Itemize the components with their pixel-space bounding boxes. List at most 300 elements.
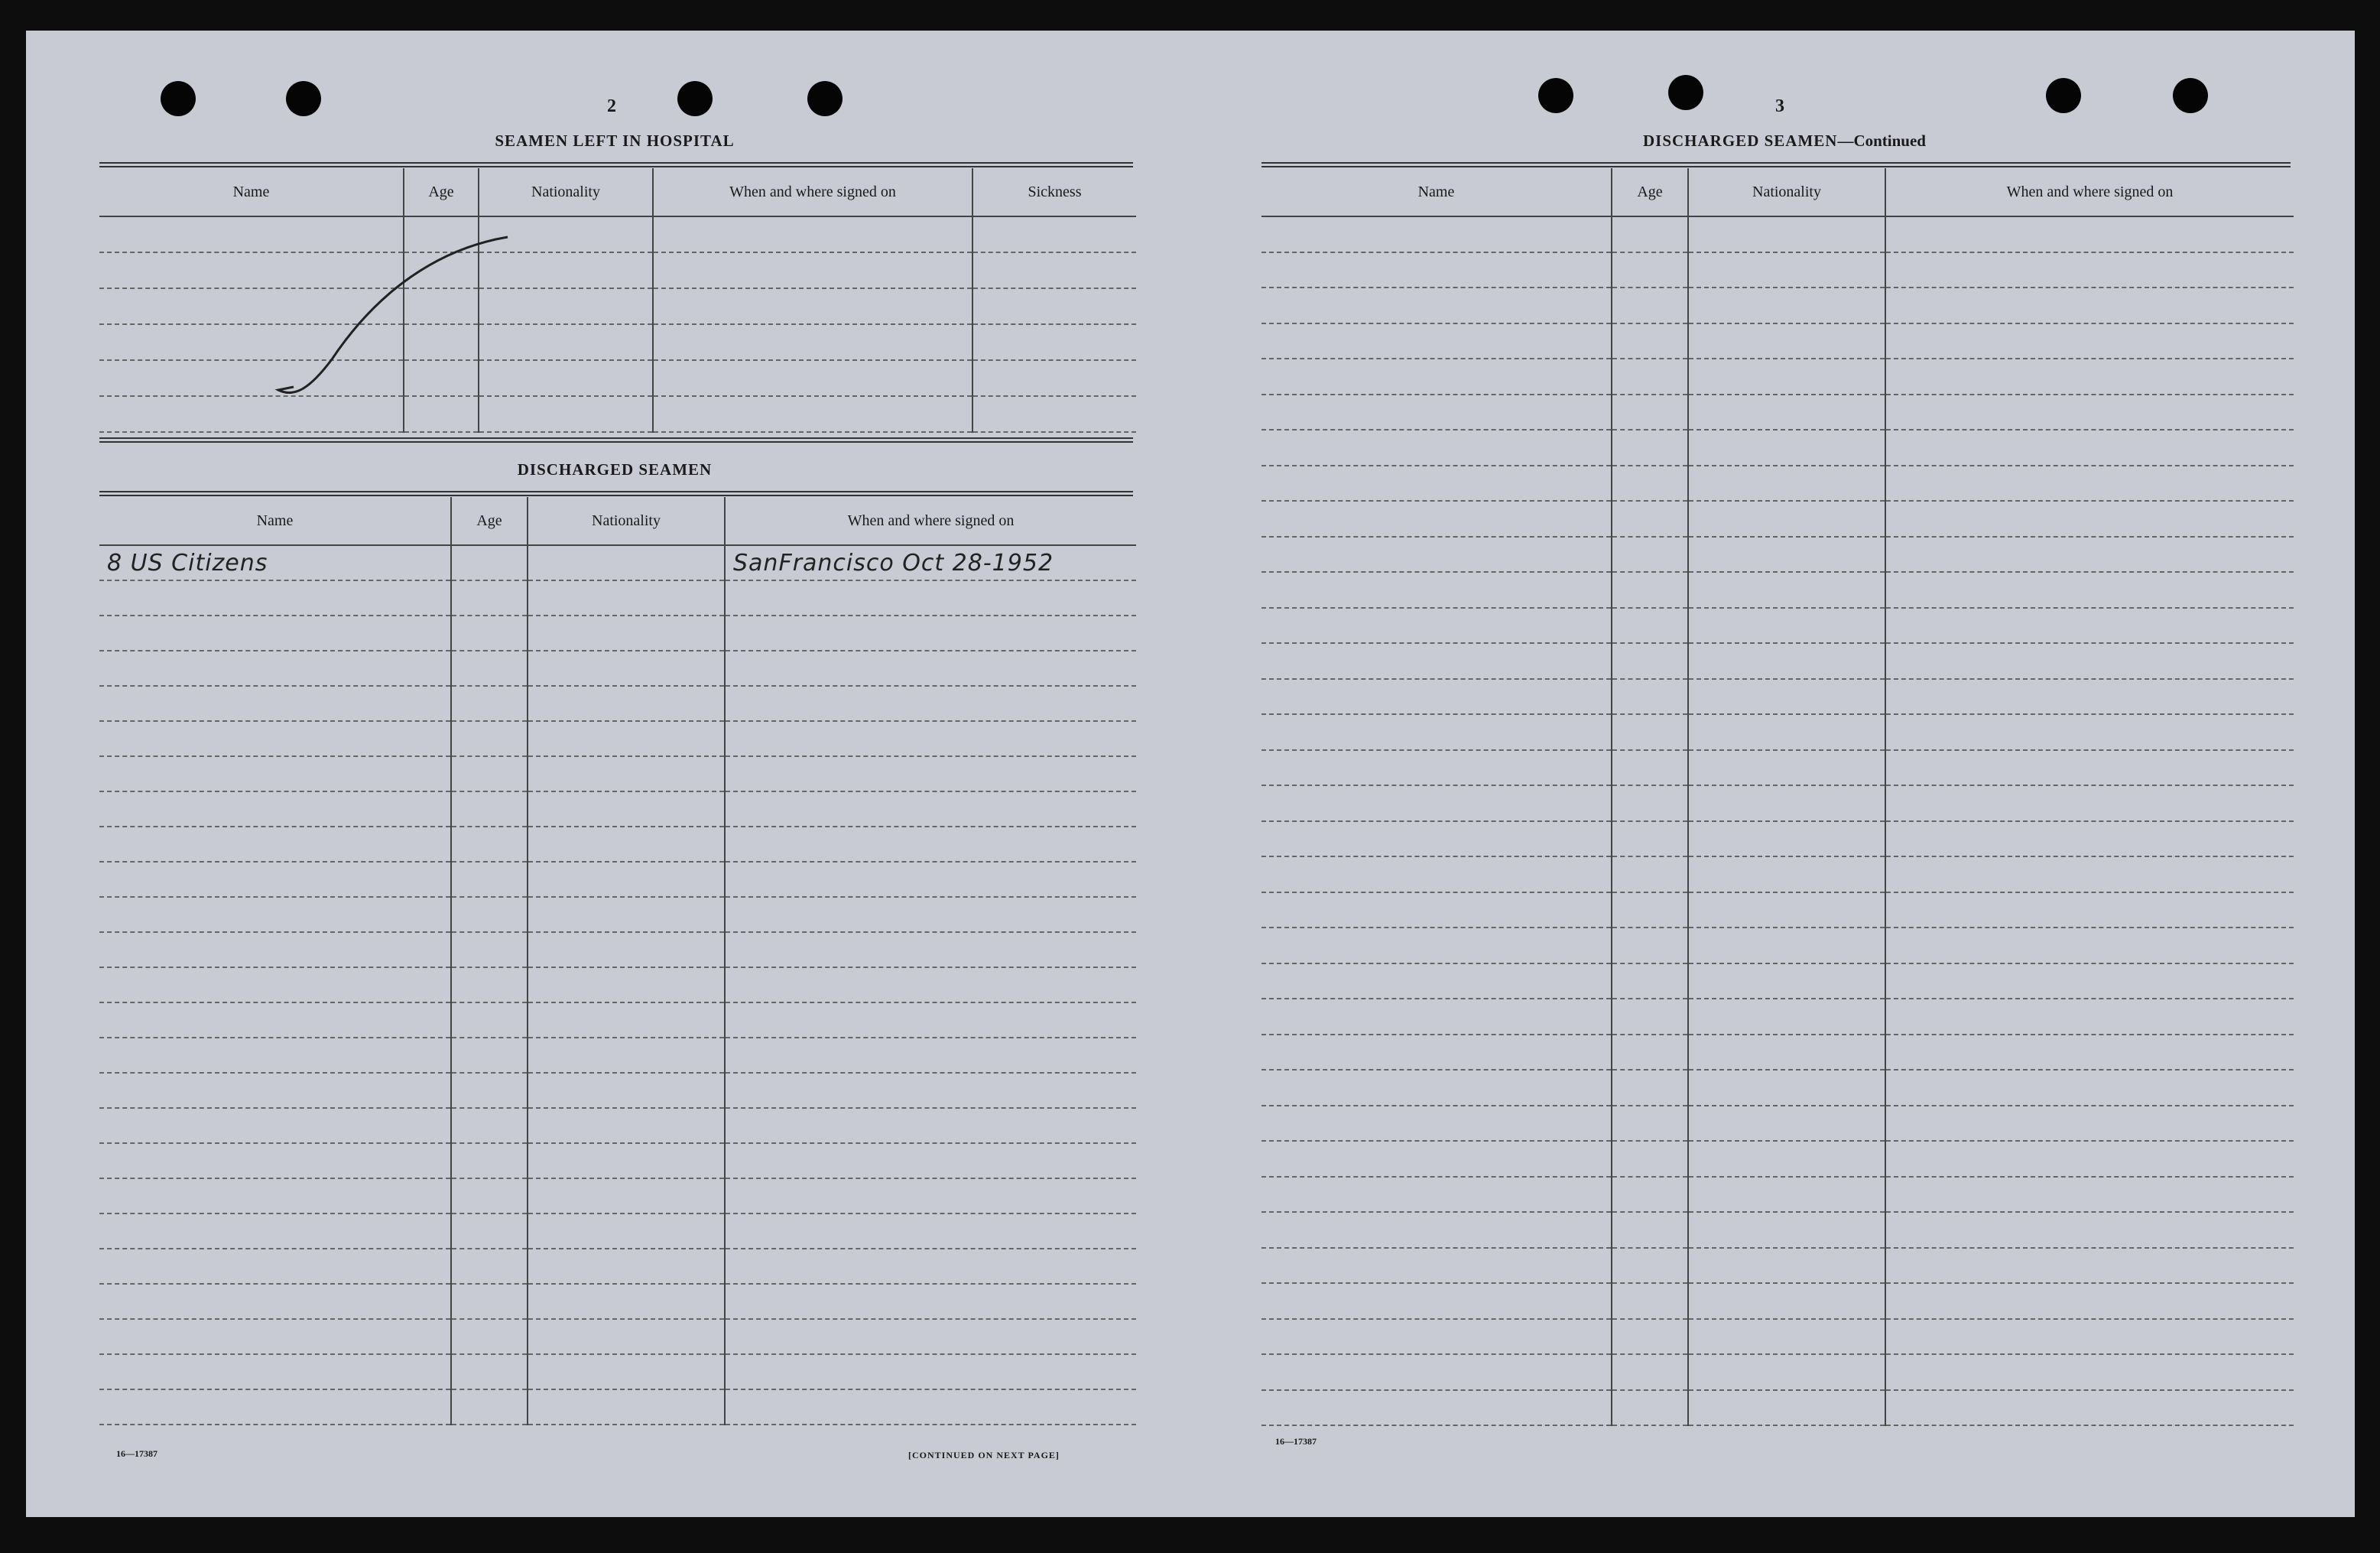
section-rule [99, 437, 1133, 443]
table-cell [99, 616, 451, 651]
table-cell [1612, 323, 1688, 359]
handwritten-name: 8 US Citizens [107, 549, 268, 577]
table-cell [1885, 714, 2294, 750]
table-row [1261, 714, 2294, 750]
table-row [1261, 679, 2294, 715]
table-cell [1612, 679, 1688, 715]
page-number-left: 2 [607, 96, 616, 116]
title-rule [99, 162, 1133, 167]
table-cell [1688, 572, 1885, 608]
table-cell [1261, 1177, 1612, 1213]
document-sheet [26, 31, 2355, 1517]
table-cell [725, 616, 1136, 651]
table-cell [99, 862, 451, 897]
table-cell [1885, 963, 2294, 999]
table-cell [1261, 679, 1612, 715]
table-cell [725, 897, 1136, 932]
table-cell [1688, 501, 1885, 537]
table-row [99, 580, 1136, 616]
table-cell [1688, 963, 1885, 999]
col-header-nationality: Nationality [528, 497, 725, 545]
table-cell [725, 1108, 1136, 1143]
table-cell [1885, 1283, 2294, 1319]
table-cell [1885, 537, 2294, 573]
table-cell [1885, 608, 2294, 644]
table-cell [1261, 216, 1612, 252]
table-row [1261, 359, 2294, 395]
punch-hole [1668, 75, 1703, 110]
table-row [1261, 1177, 2294, 1213]
table-cell [451, 1143, 528, 1178]
table-cell [1261, 999, 1612, 1035]
table-cell [1612, 999, 1688, 1035]
table-cell [725, 1319, 1136, 1354]
table-cell [1612, 856, 1688, 892]
table-cell [1612, 572, 1688, 608]
table-cell [1612, 643, 1688, 679]
table-cell [725, 1284, 1136, 1319]
table-cell [1261, 821, 1612, 857]
table-cell [653, 324, 972, 360]
table-cell [1612, 537, 1688, 573]
table-cell [528, 1108, 725, 1143]
table-cell [99, 1002, 451, 1038]
table-row [1261, 785, 2294, 821]
table-cell [1688, 1248, 1885, 1284]
continued-note: [CONTINUED ON NEXT PAGE] [908, 1450, 1060, 1460]
table-cell [1885, 466, 2294, 502]
table-row [1261, 1070, 2294, 1106]
table-cell [1885, 572, 2294, 608]
entry-age [451, 545, 528, 580]
table-cell [1688, 1035, 1885, 1071]
table-cell [653, 360, 972, 396]
form-code-left: 16—17387 [116, 1448, 157, 1459]
table-cell [1688, 608, 1885, 644]
table-cell [99, 1038, 451, 1073]
table-cell [99, 827, 451, 862]
discharged-section-title: DISCHARGED SEAMEN [517, 460, 713, 479]
table-cell [99, 721, 451, 756]
table-row [99, 545, 1136, 580]
table-row [1261, 572, 2294, 608]
title-continued: —Continued [1837, 132, 1926, 150]
table-row [1261, 430, 2294, 466]
table-cell [1688, 785, 1885, 821]
table-cell [1885, 892, 2294, 928]
table-cell [1885, 1177, 2294, 1213]
table-cell [99, 897, 451, 932]
table-cell [99, 1108, 451, 1143]
table-cell [1688, 252, 1885, 288]
table-cell [1885, 323, 2294, 359]
table-row [99, 686, 1136, 721]
table-cell [451, 1178, 528, 1213]
table-cell [528, 1178, 725, 1213]
table-cell [653, 216, 972, 252]
table-row [1261, 856, 2294, 892]
col-header-name: Name [1261, 168, 1612, 216]
discharged-continued-table [1261, 168, 2294, 1426]
table-row [99, 827, 1136, 862]
table-cell [1261, 1035, 1612, 1071]
table-cell [1885, 501, 2294, 537]
table-cell [528, 580, 725, 616]
page-number-right: 3 [1775, 96, 1784, 116]
table-cell [528, 827, 725, 862]
table-row [99, 862, 1136, 897]
table-cell [528, 1249, 725, 1284]
punch-hole [161, 81, 196, 116]
table-cell [725, 651, 1136, 686]
table-cell [725, 791, 1136, 827]
table-row [1261, 1354, 2294, 1390]
table-cell [725, 862, 1136, 897]
table-cell [1612, 1390, 1688, 1426]
table-row [99, 616, 1136, 651]
table-cell [725, 1073, 1136, 1108]
table-cell [1612, 430, 1688, 466]
table-cell [1612, 1354, 1688, 1390]
table-cell [1261, 1354, 1612, 1390]
table-cell [1612, 1248, 1688, 1284]
table-row [1261, 821, 2294, 857]
title-rule [1261, 162, 2291, 167]
table-cell [1885, 1354, 2294, 1390]
table-cell [528, 791, 725, 827]
cancel-stroke [248, 206, 523, 405]
table-cell [1612, 1283, 1688, 1319]
table-cell [99, 967, 451, 1002]
hospital-section-title: SEAMEN LEFT IN HOSPITAL [495, 132, 735, 150]
table-cell [99, 686, 451, 721]
table-cell [1688, 1106, 1885, 1142]
table-cell [451, 967, 528, 1002]
table-cell [1261, 892, 1612, 928]
table-cell [528, 1038, 725, 1073]
table-cell [725, 686, 1136, 721]
table-cell [725, 1213, 1136, 1249]
table-cell [653, 252, 972, 288]
table-cell [1885, 1141, 2294, 1177]
table-cell [725, 1002, 1136, 1038]
table-row [99, 1178, 1136, 1213]
punch-hole [677, 81, 713, 116]
table-cell [99, 1319, 451, 1354]
table-cell [725, 580, 1136, 616]
table-cell [528, 862, 725, 897]
table-row [1261, 1248, 2294, 1284]
table-cell [99, 1143, 451, 1178]
table-cell [1261, 1248, 1612, 1284]
table-cell [528, 1073, 725, 1108]
table-cell [451, 1002, 528, 1038]
table-cell [451, 897, 528, 932]
table-cell [725, 932, 1136, 967]
table-cell [725, 756, 1136, 791]
table-cell [99, 1249, 451, 1284]
table-row [1261, 395, 2294, 430]
table-row [1261, 750, 2294, 786]
table-cell [528, 897, 725, 932]
table-row [1261, 1035, 2294, 1071]
table-cell [1612, 928, 1688, 963]
table-cell [725, 1389, 1136, 1425]
table-cell [1261, 537, 1612, 573]
table-cell [1885, 1319, 2294, 1355]
table-cell [972, 324, 1136, 360]
table-cell [1261, 608, 1612, 644]
table-cell [451, 1249, 528, 1284]
table-cell [1885, 750, 2294, 786]
table-cell [1612, 714, 1688, 750]
table-row [1261, 928, 2294, 963]
table-cell [528, 1319, 725, 1354]
title-main: DISCHARGED SEAMEN [1643, 132, 1838, 150]
table-row [1261, 216, 2294, 252]
table-cell [99, 580, 451, 616]
col-header-age: Age [1612, 168, 1688, 216]
table-row [99, 1389, 1136, 1425]
table-cell [528, 616, 725, 651]
table-row [1261, 501, 2294, 537]
table-cell [1261, 501, 1612, 537]
table-cell [99, 932, 451, 967]
table-cell [1688, 750, 1885, 786]
table-cell [1612, 1319, 1688, 1355]
table-cell [1688, 1354, 1885, 1390]
table-cell [1885, 359, 2294, 395]
table-cell [1885, 1035, 2294, 1071]
table-cell [1261, 323, 1612, 359]
table-cell [1612, 288, 1688, 323]
table-row [99, 1038, 1136, 1073]
table-cell [451, 1038, 528, 1073]
table-cell [1688, 430, 1885, 466]
table-cell [1885, 856, 2294, 892]
table-cell [99, 651, 451, 686]
table-cell [1688, 1319, 1885, 1355]
title-rule [99, 491, 1133, 496]
table-cell [1688, 1177, 1885, 1213]
col-header-age: Age [451, 497, 528, 545]
table-cell [1688, 1212, 1885, 1248]
table-cell [528, 686, 725, 721]
table-cell [725, 1249, 1136, 1284]
punch-hole [2173, 78, 2208, 113]
table-cell [1612, 750, 1688, 786]
table-cell [1688, 1141, 1885, 1177]
table-cell [451, 827, 528, 862]
table-cell [1261, 963, 1612, 999]
table-cell [653, 288, 972, 324]
table-row [1261, 1106, 2294, 1142]
col-header-signed-on: When and where signed on [1885, 168, 2294, 216]
table-cell [451, 791, 528, 827]
table-cell [972, 252, 1136, 288]
entry-name [99, 545, 451, 580]
table-row [1261, 466, 2294, 502]
table-cell [972, 360, 1136, 396]
table-cell [451, 1108, 528, 1143]
table-cell [528, 1213, 725, 1249]
table-row [1261, 999, 2294, 1035]
entry-signed-on [725, 545, 1136, 580]
table-cell [1612, 892, 1688, 928]
table-cell [1885, 1248, 2294, 1284]
table-cell [1885, 1070, 2294, 1106]
table-cell [99, 791, 451, 827]
table-row [99, 651, 1136, 686]
table-cell [1885, 430, 2294, 466]
table-cell [451, 1389, 528, 1425]
table-cell [1261, 359, 1612, 395]
table-cell [725, 967, 1136, 1002]
table-row [99, 791, 1136, 827]
col-header-age: Age [404, 168, 479, 216]
table-cell [1688, 999, 1885, 1035]
table-row [1261, 608, 2294, 644]
punch-hole [1538, 78, 1573, 113]
table-cell [1688, 466, 1885, 502]
table-cell [451, 721, 528, 756]
table-cell [528, 967, 725, 1002]
table-cell [1885, 1212, 2294, 1248]
col-header-name: Name [99, 497, 451, 545]
table-row [1261, 1319, 2294, 1355]
table-cell [1688, 323, 1885, 359]
table-row [99, 1002, 1136, 1038]
col-header-nationality: Nationality [479, 168, 653, 216]
col-header-signed-on: When and where signed on [653, 168, 972, 216]
table-row [99, 1354, 1136, 1389]
table-cell [1612, 359, 1688, 395]
table-cell [528, 756, 725, 791]
table-cell [1612, 821, 1688, 857]
discharged-table [99, 497, 1136, 1425]
table-cell [451, 1354, 528, 1389]
table-cell [528, 1284, 725, 1319]
table-row [1261, 643, 2294, 679]
table-cell [528, 1389, 725, 1425]
table-cell [725, 1354, 1136, 1389]
table-cell [725, 1178, 1136, 1213]
table-row [99, 1319, 1136, 1354]
table-row [1261, 1141, 2294, 1177]
table-cell [1261, 714, 1612, 750]
table-cell [1885, 928, 2294, 963]
table-cell [725, 1143, 1136, 1178]
table-cell [972, 216, 1136, 252]
table-cell [1612, 963, 1688, 999]
table-cell [1885, 288, 2294, 323]
table-row [99, 756, 1136, 791]
table-cell [1261, 856, 1612, 892]
discharged-continued-title [1524, 132, 2044, 151]
table-cell [528, 932, 725, 967]
table-cell [1885, 216, 2294, 252]
table-row [1261, 1283, 2294, 1319]
table-cell [1612, 1177, 1688, 1213]
table-cell [1261, 1319, 1612, 1355]
table-cell [1261, 928, 1612, 963]
table-cell [1688, 216, 1885, 252]
table-cell [99, 1389, 451, 1425]
table-row [1261, 537, 2294, 573]
table-row [99, 1108, 1136, 1143]
table-cell [451, 1213, 528, 1249]
table-cell [451, 862, 528, 897]
table-cell [1612, 785, 1688, 821]
table-cell [451, 756, 528, 791]
table-cell [99, 1354, 451, 1389]
table-cell [1688, 928, 1885, 963]
table-cell [1612, 466, 1688, 502]
table-row [99, 1213, 1136, 1249]
table-cell [725, 721, 1136, 756]
entry-nationality [528, 545, 725, 580]
table-cell [1261, 750, 1612, 786]
table-cell [528, 1143, 725, 1178]
table-cell [1612, 216, 1688, 252]
table-cell [725, 1038, 1136, 1073]
table-cell [1688, 856, 1885, 892]
table-row [99, 1284, 1136, 1319]
table-cell [1885, 1390, 2294, 1426]
table-cell [451, 932, 528, 967]
table-cell [99, 1178, 451, 1213]
table-cell [1261, 288, 1612, 323]
table-cell [528, 651, 725, 686]
table-cell [1612, 395, 1688, 430]
col-header-nationality: Nationality [1688, 168, 1885, 216]
table-cell [528, 1002, 725, 1038]
table-cell [1885, 679, 2294, 715]
table-row [1261, 1390, 2294, 1426]
table-cell [1885, 1106, 2294, 1142]
table-row [1261, 1212, 2294, 1248]
table-cell [1885, 252, 2294, 288]
table-cell [1688, 679, 1885, 715]
table-cell [1885, 821, 2294, 857]
table-cell [1261, 430, 1612, 466]
table-cell [1261, 395, 1612, 430]
table-row [99, 1249, 1136, 1284]
table-cell [528, 721, 725, 756]
table-cell [99, 756, 451, 791]
table-cell [1612, 1035, 1688, 1071]
table-row [99, 1143, 1136, 1178]
col-header-name: Name [99, 168, 404, 216]
punch-hole [286, 81, 321, 116]
table-row [99, 967, 1136, 1002]
table-cell [528, 1354, 725, 1389]
table-cell [1688, 714, 1885, 750]
table-cell [1612, 608, 1688, 644]
table-cell [1688, 892, 1885, 928]
table-row [99, 721, 1136, 756]
table-cell [1612, 1070, 1688, 1106]
col-header-signed-on: When and where signed on [725, 497, 1136, 545]
table-cell [451, 686, 528, 721]
table-cell [1261, 785, 1612, 821]
table-row [1261, 288, 2294, 323]
table-row [99, 1073, 1136, 1108]
table-cell [725, 827, 1136, 862]
form-code-right: 16—17387 [1275, 1436, 1317, 1447]
table-cell [1885, 643, 2294, 679]
table-cell [451, 1319, 528, 1354]
